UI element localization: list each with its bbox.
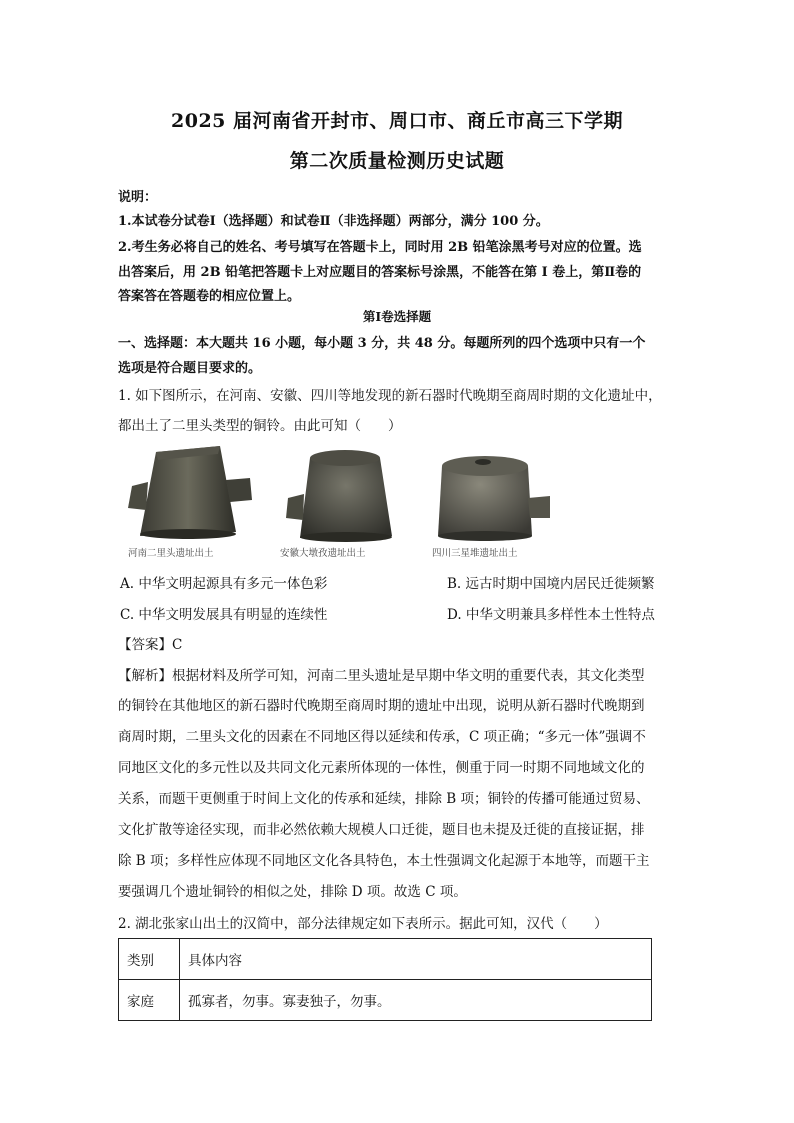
figure-caption-henan: 河南二里头遗址出土 — [128, 548, 214, 559]
bronze-bell-image-anhui — [270, 440, 420, 560]
question1-answer: 【答案】C — [118, 637, 183, 653]
section-instruction-line1: 一、选择题：本大题共 16 小题，每小题 3 分，共 48 分。每题所列的四个选项中只有一个 — [118, 336, 646, 351]
exam-title-line2: 第二次质量检测历史试题 — [289, 150, 505, 172]
analysis-line: 除 B 项；多样性应体现不同地区文化各具特色，本土性强调文化起源于本地等，而题干主 — [118, 853, 650, 869]
notes-item-2-line3: 答案答在答题卷的相应位置上。 — [118, 289, 301, 304]
question2-stem: 2. 湖北张家山出土的汉简中，部分法律规定如下表所示。据此可知，汉代（ ） — [118, 916, 608, 932]
question1-option-b: B. 远古时期中国境内居民迁徙频繁 — [447, 576, 655, 592]
notes-item-1: 1.本试卷分试卷Ⅰ（选择题）和试卷Ⅱ（非选择题）两部分，满分 100 分。 — [118, 214, 549, 229]
section-instruction-line2: 选项是符合题目要求的。 — [118, 361, 262, 376]
question1-option-c: C. 中华文明发展具有明显的连续性 — [120, 607, 328, 623]
question1-stem-line2: 都出土了二里头类型的铜铃。由此可知（ ） — [118, 418, 402, 434]
analysis-line: 的铜铃在其他地区的新石器时代晚期至商周时期的遗址中出现，说明从新石器时代晚期到 — [118, 698, 645, 714]
notes-item-2-line1: 2.考生务必将自己的姓名、考号填写在答题卡上，同时用 2B 铅笔涂黑考号对应的位置。选 — [118, 240, 642, 255]
bronze-bell-image-sichuan — [420, 440, 570, 560]
bronze-bell-image-henan — [118, 440, 268, 560]
table-row — [119, 980, 652, 1021]
section-title: 第Ⅰ卷选择题 — [362, 309, 432, 324]
question1-option-d: D. 中华文明兼具多样性本土性特点 — [447, 607, 655, 623]
analysis-line: 同地区文化的多元性以及共同文化元素所体现的一体性，侧重于同一时期不同地域文化的 — [118, 760, 645, 776]
figure-caption-sichuan: 四川三星堆遗址出土 — [432, 548, 518, 559]
table-cell-category: 家庭 — [119, 980, 180, 1021]
analysis-line: 文化扩散等途径实现，而非必然依赖大规模人口迁徙，题目也未提及迁徙的直接证据，排 — [118, 822, 645, 838]
analysis-line: 要强调几个遗址铜铃的相似之处，排除 D 项。故选 C 项。 — [118, 884, 467, 900]
law-table — [118, 938, 652, 1021]
exam-title-line1: 2025 届河南省开封市、周口市、商丘市高三下学期 — [171, 110, 623, 132]
analysis-line: 关系，而题干更侧重于时间上文化的传承和延续，排除 B 项；铜铃的传播可能通过贸易、 — [118, 791, 650, 807]
notes-item-2-line2: 出答案后，用 2B 铅笔把答题卡上对应题目的答案标号涂黑，不能答在第 Ⅰ 卷上，第Ⅱ卷的 — [118, 265, 642, 280]
analysis-line: 【解析】根据材料及所学可知，河南二里头遗址是早期中华文明的重要代表，其文化类型 — [118, 668, 645, 684]
table-header-content: 具体内容 — [180, 939, 652, 980]
figure-caption-anhui: 安徽大墩孜遗址出土 — [280, 548, 366, 559]
table-header-category: 类别 — [119, 939, 180, 980]
analysis-line: 商周时期，二里头文化的因素在不同地区得以延续和传承，C 项正确；“多元一体”强调不 — [118, 729, 646, 745]
question1-stem-line1: 1. 如下图所示，在河南、安徽、四川等地发现的新石器时代晚期至商周时期的文化遗址中， — [118, 388, 662, 404]
table-header-row — [119, 939, 652, 980]
question1-option-a: A. 中华文明起源具有多元一体色彩 — [120, 576, 328, 592]
table-cell-content: 孤寡者，勿事。寡妻独子，勿事。 — [180, 980, 652, 1021]
notes-label: 说明： — [118, 190, 158, 205]
